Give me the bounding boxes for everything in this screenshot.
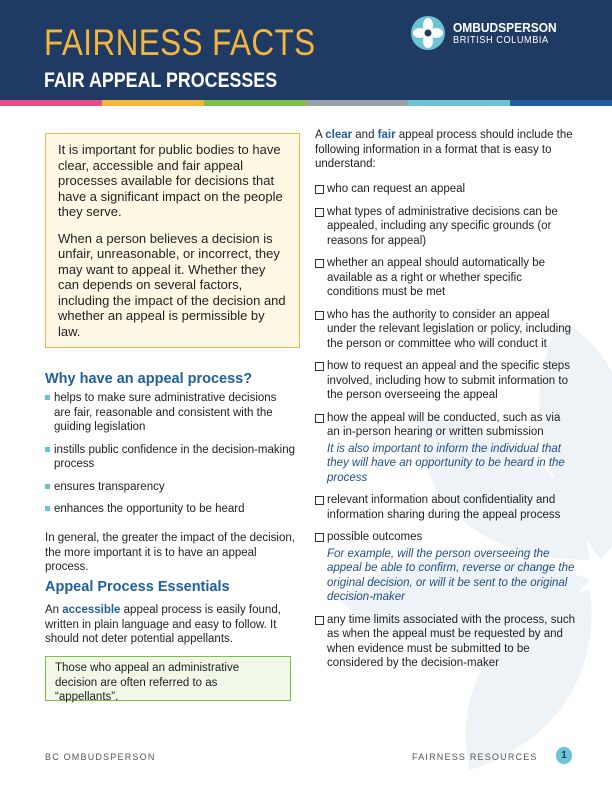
essentials-heading: Appeal Process Essentials [45, 579, 230, 595]
stripe-segment [204, 100, 306, 106]
dogwood-flower-icon [411, 16, 445, 50]
accessible-highlight: accessible [62, 604, 121, 616]
checklist-item: relevant information about confidentiality and information sharing during the appeal process [315, 493, 575, 522]
footer-org: BC OMBUDSPERSON [45, 752, 156, 762]
checklist-item: how the appeal will be conducted, such as via an in-person hearing or written submission It is also important to inform the individual that they will have an opportunity to be heard in the process [315, 411, 575, 486]
checklist-item: who can request an appeal [315, 182, 575, 197]
checklist-note: It is also important to inform the individual that they will have an opportunity to be heard in the process [327, 442, 565, 484]
stripe-segment [102, 100, 204, 106]
checklist-item: any time limits associated with the process, such as when the appeal must be requested by and when evidence must be submitted to be considered by the decision-maker [315, 613, 575, 671]
why-closing-text: In general, the greater the impact of the decision, the more important it is to have an appeal process. [45, 532, 295, 573]
why-list-item: instills public confidence in the decision-making process [45, 443, 295, 472]
essentials-text: An accessible appeal process is easily found, written in plain language and easy to follow. It should not deter potential appellants. [45, 604, 281, 645]
why-list-item: ensures transparency [45, 480, 295, 495]
square-bullet-icon [45, 506, 50, 511]
stripe-segment [408, 100, 510, 106]
why-list-item: helps to make sure administrative decisions are fair, reasonable and consistent with the guiding legislation [45, 391, 295, 435]
why-list-item: enhances the opportunity to be heard [45, 502, 295, 517]
checklist-note: For example, will the person overseeing the appeal be able to confirm, reverse or change the original decision, or will it be sent to the original decision-maker [327, 547, 575, 603]
checkbox-icon [315, 414, 324, 423]
footer-series: FAIRNESS RESOURCES [412, 752, 538, 762]
intro-paragraph: It is important for public bodies to have clear, accessible and fair appeal processes available for decisions that have a significant impact on the people they serve. [58, 142, 283, 219]
stripe-segment [306, 100, 408, 106]
checklist-item: how to request an appeal and the specific steps involved, including how to submit information to the person overseeing the appeal [315, 359, 575, 403]
logo-line-1: OMBUDSPERSON [453, 20, 557, 35]
square-bullet-icon [45, 395, 50, 400]
why-list [45, 391, 295, 525]
checkbox-icon [315, 208, 324, 217]
checkbox-icon [315, 311, 324, 320]
checklist-intro: A clear and fair appeal process should include the following information in a format that is easy to understand: [315, 129, 573, 170]
clear-highlight: clear [325, 129, 353, 141]
appellants-callout: Those who appeal an administrative decision are often referred to as “appellants”. [45, 656, 291, 701]
intro-paragraph: When a person believes a decision is unfair, unreasonable, or incorrect, they may want to appeal it. Whether they can depends on several factors, including the impact of the decision and whether an appeal is permissible by law. [58, 230, 286, 339]
square-bullet-icon [45, 484, 50, 489]
checkbox-icon [315, 616, 324, 625]
checkbox-icon [315, 533, 324, 542]
checkbox-icon [315, 259, 324, 268]
ombudsperson-logo [411, 16, 571, 50]
checklist-item: whether an appeal should automatically be available as a right or whether specific conditions must be met [315, 256, 575, 300]
fair-highlight: fair [377, 129, 396, 141]
square-bullet-icon [45, 447, 50, 452]
appeal-checklist [315, 182, 575, 679]
checklist-item: who has the authority to consider an appeal under the relevant legislation or policy, including the person or committee who will conduct it [315, 308, 575, 352]
color-stripe [0, 100, 612, 106]
page-number: 1 [556, 747, 572, 764]
checkbox-icon [315, 362, 324, 371]
page-title: FAIRNESS FACTS [44, 22, 316, 63]
stripe-segment [510, 100, 612, 106]
header-banner [0, 0, 612, 100]
intro-box [45, 133, 300, 348]
why-heading: Why have an appeal process? [45, 371, 253, 387]
checklist-item: what types of administrative decisions can be appealed, including any specific grounds (or reasons for appeal) [315, 205, 575, 249]
page-subtitle: FAIR APPEAL PROCESSES [44, 69, 278, 92]
checkbox-icon [315, 496, 324, 505]
checklist-item: possible outcomes For example, will the person overseeing the appeal be able to confirm, reverse or change the original decision, or will it be sent to the original decision-maker [315, 530, 575, 605]
checkbox-icon [315, 185, 324, 194]
stripe-segment [0, 100, 102, 106]
logo-line-2: BRITISH COLUMBIA [453, 35, 549, 46]
